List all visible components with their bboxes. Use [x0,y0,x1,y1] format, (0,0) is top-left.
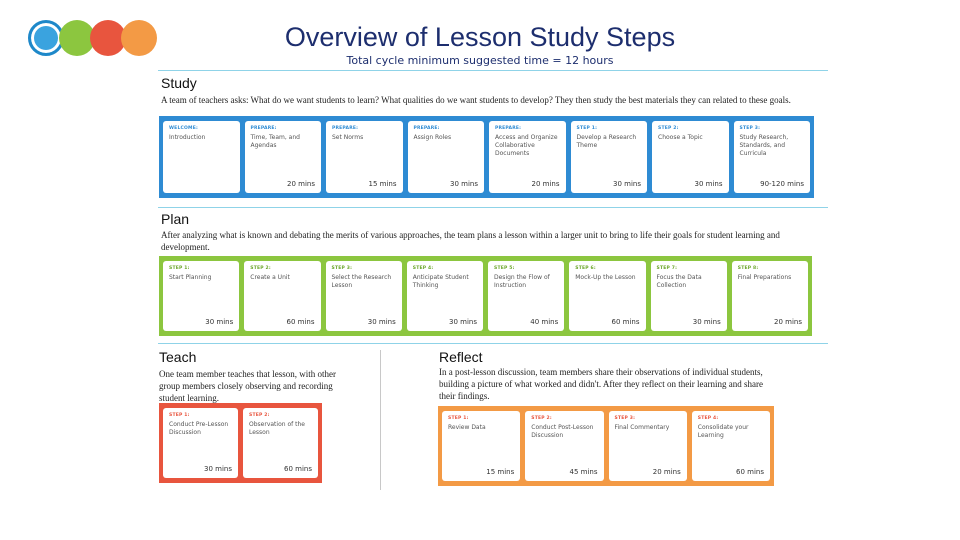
step-text: Conduct Pre-Lesson Discussion [169,421,229,436]
step-label: STEP 4: [697,416,719,421]
step-time: 20 mins [774,318,802,326]
step-time: 20 mins [531,180,560,188]
teach-step-card [243,408,318,478]
step-label: WELCOME: [169,126,198,131]
step-label: STEP 2: [658,126,679,131]
page-title: Overview of Lesson Study Steps [284,22,676,52]
step-time: 30 mins [450,180,478,188]
plan-step-card [244,261,320,331]
step-time: 60 mins [286,318,315,326]
step-text: Select the Research Lesson [331,274,392,289]
step-text: Final Commentary [614,424,670,431]
reflect-step-card [525,411,603,481]
step-text: Access and Organize Collaborative Documents [495,134,558,157]
step-time: 60 mins [611,318,640,326]
step-time: 30 mins [613,180,641,188]
step-label: STEP 2: [531,416,552,421]
step-label: STEP 3: [739,126,761,131]
step-time: 15 mins [486,468,515,476]
step-label: PREPARE: [413,126,440,131]
study-step-card [652,121,729,193]
step-time: 60 mins [284,465,312,473]
step-label: STEP 8: [737,266,759,271]
plan-steps-band [159,256,812,336]
step-label: STEP 1: [448,416,469,421]
step-label: STEP 1: [169,413,190,418]
divider [158,343,828,344]
step-label: PREPARE: [332,126,359,131]
step-text: Conduct Post-Lesson Discussion [531,424,594,439]
step-label: STEP 2: [249,413,270,418]
teach-heading: Teach [159,349,197,365]
step-text: Final Preparations [737,274,792,281]
step-label: STEP 6: [575,266,596,271]
study-step-card [571,121,648,193]
step-label: STEP 2: [250,266,271,271]
step-text: Study Research, Standards, and Curricula [739,134,789,157]
step-time: 45 mins [569,468,598,476]
step-label: STEP 7: [656,266,678,271]
step-label: STEP 5: [494,266,515,271]
reflect-step-card [442,411,520,481]
plan-heading: Plan [161,211,190,227]
step-text: Introduction [169,134,206,141]
study-step-card [245,121,322,193]
step-text: Assign Roles [413,134,452,141]
study-step-card [326,121,403,193]
step-text: Create a Unit [250,274,290,281]
step-time: 40 mins [530,318,559,326]
step-text: Design the Flow of Instruction [494,274,550,289]
study-description: A team of teachers asks: What do we want students to learn? What qualities do we want students to develop? They then study the best materials they can related to these goals. [161,95,791,105]
study-step-card [163,121,240,193]
step-label: STEP 1: [169,266,190,271]
divider [158,70,828,71]
plan-step-card [569,261,645,331]
step-label: PREPARE: [495,126,522,131]
study-steps-band [159,116,814,198]
step-label: PREPARE: [250,126,277,131]
step-text: Anticipate Student Thinking [412,274,469,289]
study-step-card [408,121,485,193]
reflect-step-card [609,411,687,481]
reflect-step-card [692,411,770,481]
plan-step-card [326,261,402,331]
divider [158,207,828,208]
plan-step-card [407,261,483,331]
reflect-description: In a post-lesson discussion, team members share their observations of individual students, building a picture of what worked and didn't. After they reflect on their learning and share their findings. [439,367,764,401]
teach-description: One team member teaches that lesson, with other group members closely observing and recording student learning. [159,369,336,403]
study-step-card [734,121,811,193]
step-time: 20 mins [652,468,681,476]
reflect-steps-band [438,406,774,486]
step-time: 30 mins [692,318,721,326]
step-text: Mock-Up the Lesson [575,274,636,281]
step-text: Set Norms [332,134,364,141]
step-text: Review Data [448,424,486,431]
step-time: 30 mins [204,465,232,473]
step-label: STEP 3: [331,266,353,271]
step-time: 20 mins [287,180,315,188]
step-text: Time, Team, and Agendas [250,134,300,149]
teach-step-card [163,408,238,478]
reflect-heading: Reflect [439,349,483,365]
plan-step-card [651,261,727,331]
step-text: Develop a Research Theme [576,134,637,149]
step-label: STEP 3: [614,416,636,421]
step-time: 30 mins [205,318,234,326]
step-text: Start Planning [169,274,212,281]
step-text: Consolidate your Learning [697,424,749,439]
step-label: STEP 1: [576,126,598,131]
step-time: 90-120 mins [760,180,804,188]
study-step-card [489,121,566,193]
step-text: Choose a Topic [658,134,703,141]
step-label: STEP 4: [412,266,434,271]
step-time: 30 mins [449,318,477,326]
plan-step-card [488,261,564,331]
step-text: Focus the Data Collection [656,274,702,289]
study-heading: Study [161,75,197,91]
plan-step-card [163,261,239,331]
plan-step-card [732,261,808,331]
step-time: 60 mins [736,468,764,476]
teach-steps-band [159,403,322,483]
divider [380,350,381,490]
step-time: 15 mins [368,180,397,188]
plan-description: After analyzing what is known and debating the merits of various approaches, the team plans a lesson within a larger unit to bring to life their goals for student learning and development. [161,230,780,252]
step-time: 30 mins [367,318,396,326]
step-text: Observation of the Lesson [249,421,305,436]
page-subtitle: Total cycle minimum suggested time = 12 hours [346,54,614,67]
step-time: 30 mins [694,180,723,188]
